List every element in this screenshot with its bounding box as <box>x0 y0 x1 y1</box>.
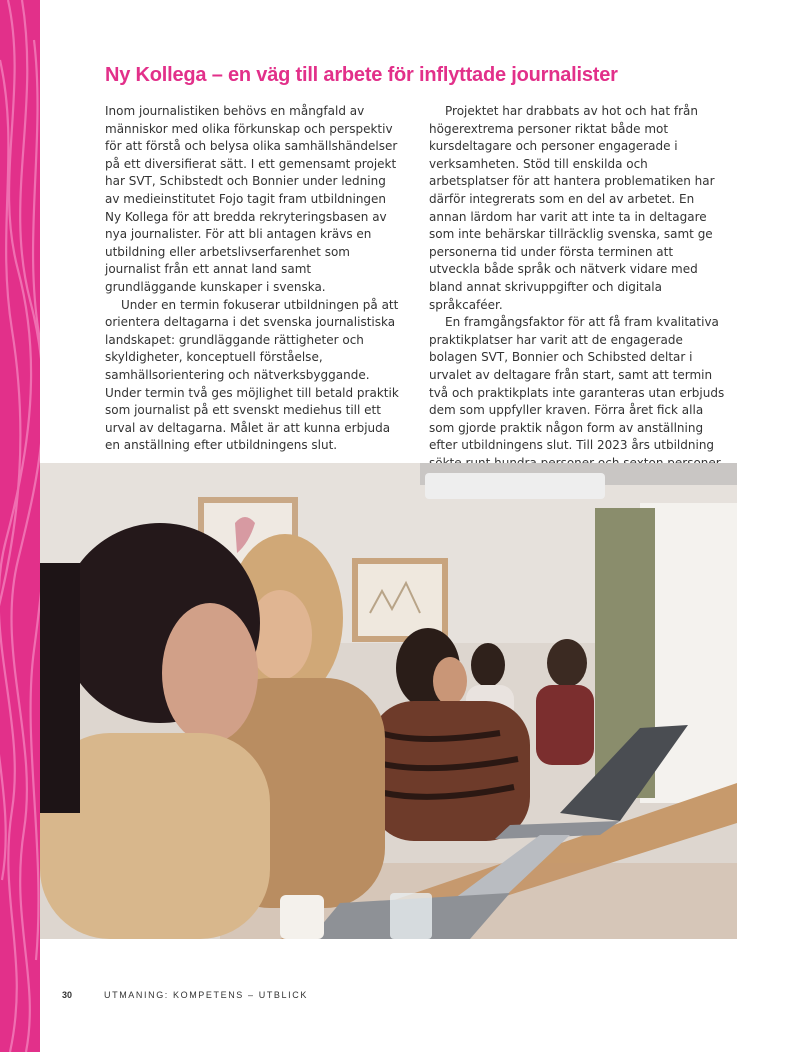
classroom-photo-illustration <box>40 463 737 939</box>
wave-pattern-icon <box>0 0 40 1052</box>
paragraph: Inom journalistiken behövs en mångfald av människor med olika förkunskap och perspektiv för att förstå och belysa olika samhällshändelser på ett diversifierat sätt. I ett gemensamt projekt har SVT, Schibstedt och Bonnier under ledning av medieinstitutet Fojo tagit fram utbildningen Ny Kollega för att bredda rekryteringsbasen av nya journalister. För att bli antagen krävs en utbildning eller arbetslivserfarenhet som journalist från ett annat land samt grundläggande kunskaper i svenska. <box>105 104 398 294</box>
page-number: 30 <box>62 990 73 1000</box>
classroom-photo <box>40 463 737 939</box>
decorative-edge-band <box>0 0 40 1052</box>
section-label: UTMANING: KOMPETENS – UTBLICK <box>104 990 308 1000</box>
paragraph: Projektet har drabbats av hot och hat från högerextrema personer riktat både mot kursdeltagare och personer engagerade i verksamheten. Stöd till enskilda och arbetsplatser för att hantera problematiken har därför integrerats som en del av arbetet. En annan lärdom har varit att inte ta in deltagare som inte behärskar tillräcklig svenska, samt ge personerna tid under första terminen att utveckla både språk och nätverk vidare med bland annat skrivuppgifter och digitala språkcaféer. <box>429 104 715 312</box>
article-left-column <box>105 103 403 455</box>
paragraph: Under en termin fokuserar utbildningen på att orientera deltagarna i det svenska journalistiska landskapet: grundläggande rättigheter och skyldigheter, konceptuell förståelse, samhällsorientering och nätverksbyggande. Under termin två ges möjlighet till betald praktik som journalist på ett svenskt mediehus till ett urval av deltagarna. Målet är att kunna erbjuda en anställning efter utbildningens slut. <box>105 297 399 453</box>
article-title: Ny Kollega – en väg till arbete för inflyttade journalister <box>105 64 618 86</box>
paragraph: En framgångsfaktor för att få fram kvalitativa praktikplatser har varit att de engagerade bolagen SVT, Bonnier och Schibsted deltar i urvalet av deltagare från start, samt att termin två och praktikplats inte garanteras utan erbjuds dem som uppfyller kraven. Förra året fick alla som gjorde praktik någon form av anställning efter utbildningens slut. Till 2023 års utbildning <box>429 315 725 453</box>
article-right-column <box>429 103 727 490</box>
